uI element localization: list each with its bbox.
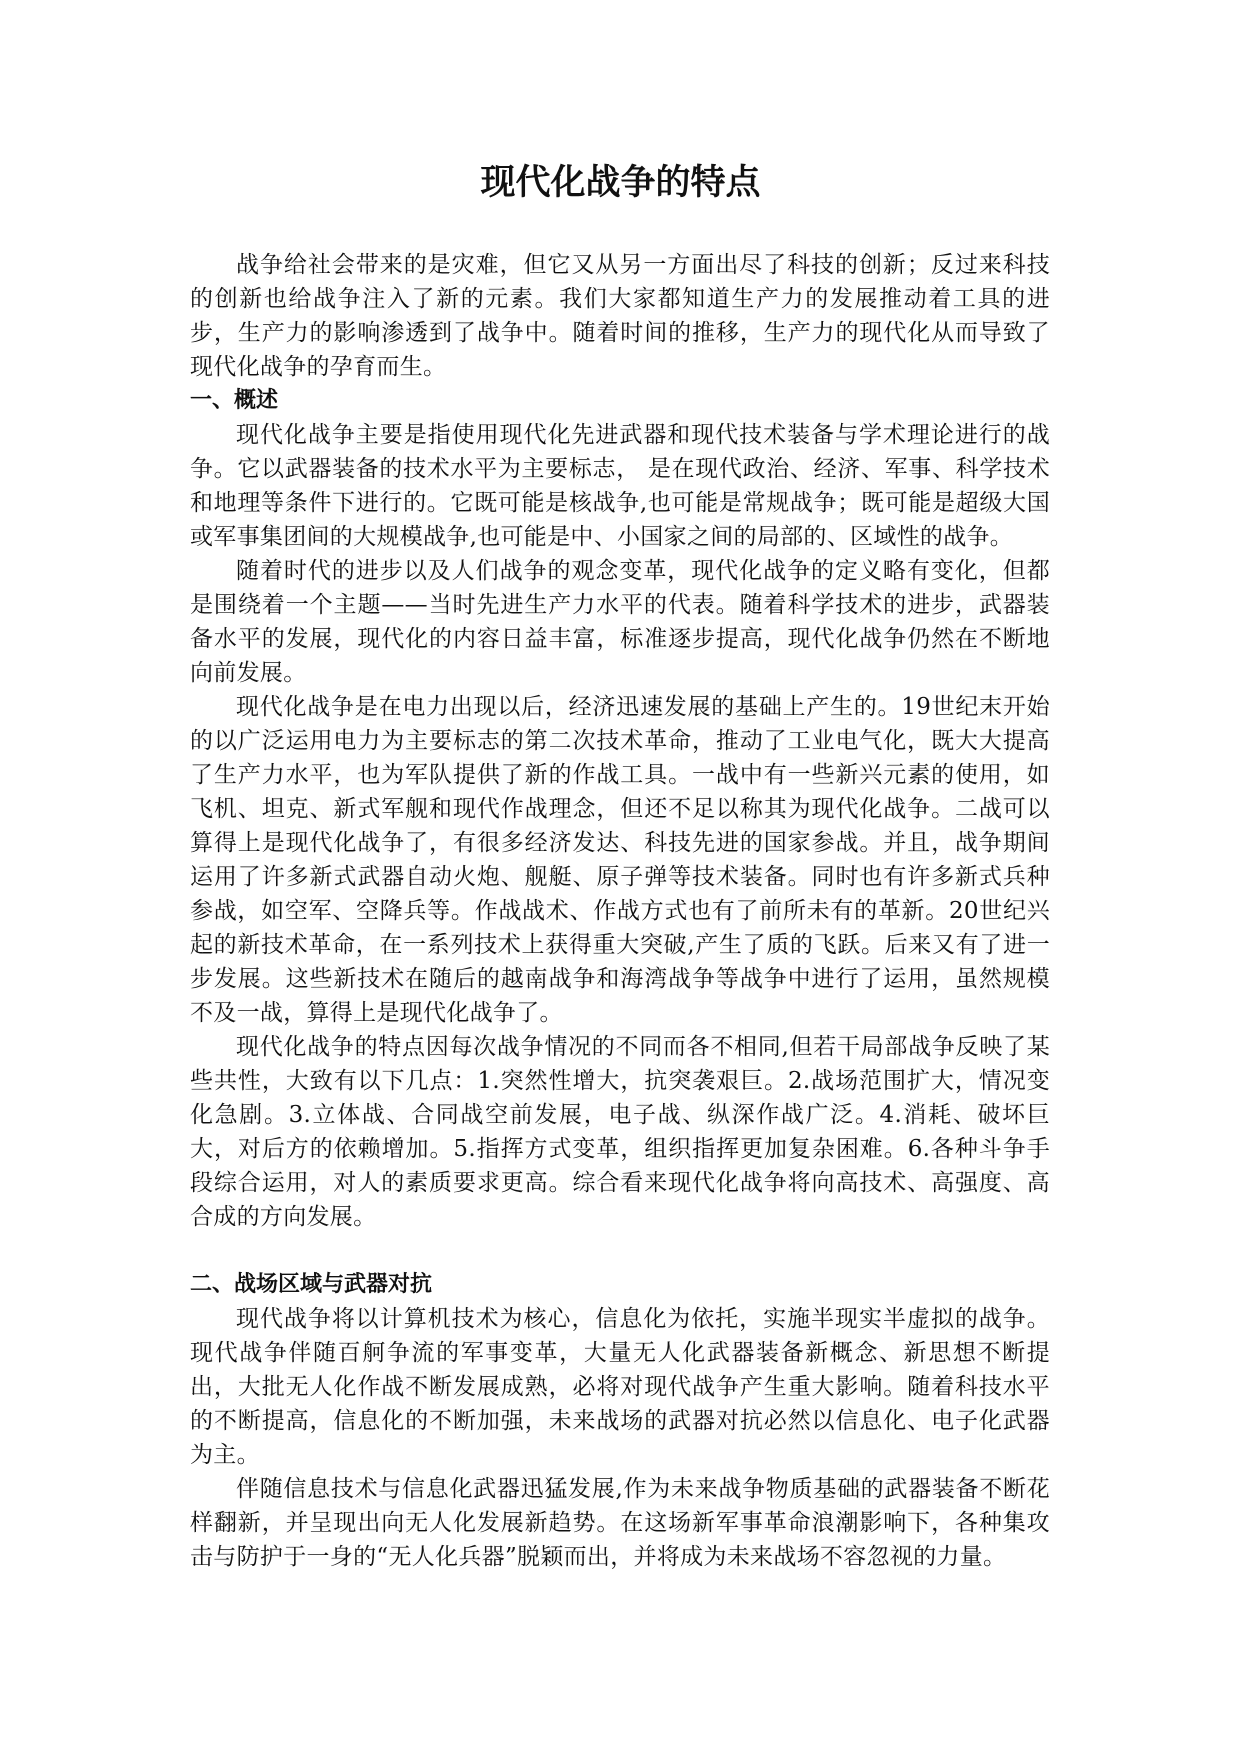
section-heading: 一、概述 <box>190 388 279 413</box>
section-heading: 二、战场区域与武器对抗 <box>190 1272 433 1297</box>
intro-paragraph: 战争给社会带来的是灾难，但它又从另一方面出尽了科技的创新；反过来科技的创新也给战争注入了新的元素。我们大家都知道生产力的发展推动着工具的进步，生产力的影响渗透到了战争中。随着时间的推移，生产力的现代化从而导致了现代化战争的孕育而生。 <box>190 252 1050 380</box>
body-paragraph: 现代化战争是在电力出现以后，经济迅速发展的基础上产生的。19世纪末开始的以广泛运用电力为主要标志的第二次技术革命，推动了工业电气化，既大大提高了生产力水平，也为军队提供了新的作战工具。一战中有一些新兴元素的使用，如飞机、坦克、新式军舰和现代作战理念，但还不足以称其为现代化战争。二战可以算得上是现代化战争了，有很多经济发达、科技先进的国家参战。并且，战争期间运用了许多新式武器自动火炮、舰艇、原子弹等技术装备。同时也有许多新式兵种参战，如空军、空降兵等。作战战术、作战方式也有了前所未有的革新。20世纪兴起的新技术革命，在一系列技术上获得重大突破,产生了质的飞跃。后来又有了进一步发展。这些新技术在随后的越南战争和海湾战争等战争中进行了运用，虽然规模不及一战，算得上是现代化战争了。 <box>190 694 1050 1026</box>
body-paragraph: 现代化战争主要是指使用现代化先进武器和现代技术装备与学术理论进行的战争。它以武器装备的技术水平为主要标志， 是在现代政治、经济、军事、科学技术和地理等条件下进行的。它既可能是核战争,也可能是常规战争；既可能是超级大国或军事集团间的大规模战争,也可能是中、小国家之间的局部的、区域性的战争。 <box>190 422 1050 550</box>
document-body <box>190 248 1050 1574</box>
section-battlefield <box>190 1268 1050 1574</box>
document-title: 现代化战争的特点 <box>480 163 761 203</box>
body-paragraph: 现代战争将以计算机技术为核心，信息化为依托，实施半现实半虚拟的战争。现代战争伴随百舸争流的军事变革，大量无人化武器装备新概念、新思想不断提出，大批无人化作战不断发展成熟，必将对现代战争产生重大影响。随着科技水平的不断提高，信息化的不断加强，未来战场的武器对抗必然以信息化、电子化武器为主。 <box>190 1306 1050 1468</box>
body-paragraph: 伴随信息技术与信息化武器迅猛发展,作为未来战争物质基础的武器装备不断花样翻新，并呈现出向无人化发展新趋势。在这场新军事革命浪潮影响下，各种集攻击与防护于一身的“无人化兵器”脱颖而出，并将成为未来战场不容忽视的力量。 <box>190 1476 1050 1570</box>
section-overview <box>190 384 1050 1234</box>
body-paragraph: 现代化战争的特点因每次战争情况的不同而各不相同,但若干局部战争反映了某些共性，大致有以下几点：1.突然性增大，抗突袭艰巨。2.战场范围扩大，情况变化急剧。3.立体战、合同战空前发展，电子战、纵深作战广泛。4.消耗、破坏巨大，对后方的依赖增加。5.指挥方式变革，组织指挥更加复杂困难。6.各种斗争手段综合运用，对人的素质要求更高。综合看来现代化战争将向高技术、高强度、高合成的方向发展。 <box>190 1034 1050 1230</box>
body-paragraph: 随着时代的进步以及人们战争的观念变革，现代化战争的定义略有变化，但都是围绕着一个主题——当时先进生产力水平的代表。随着科学技术的进步，武器装备水平的发展，现代化的内容日益丰富，标准逐步提高，现代化战争仍然在不断地向前发展。 <box>190 558 1050 686</box>
